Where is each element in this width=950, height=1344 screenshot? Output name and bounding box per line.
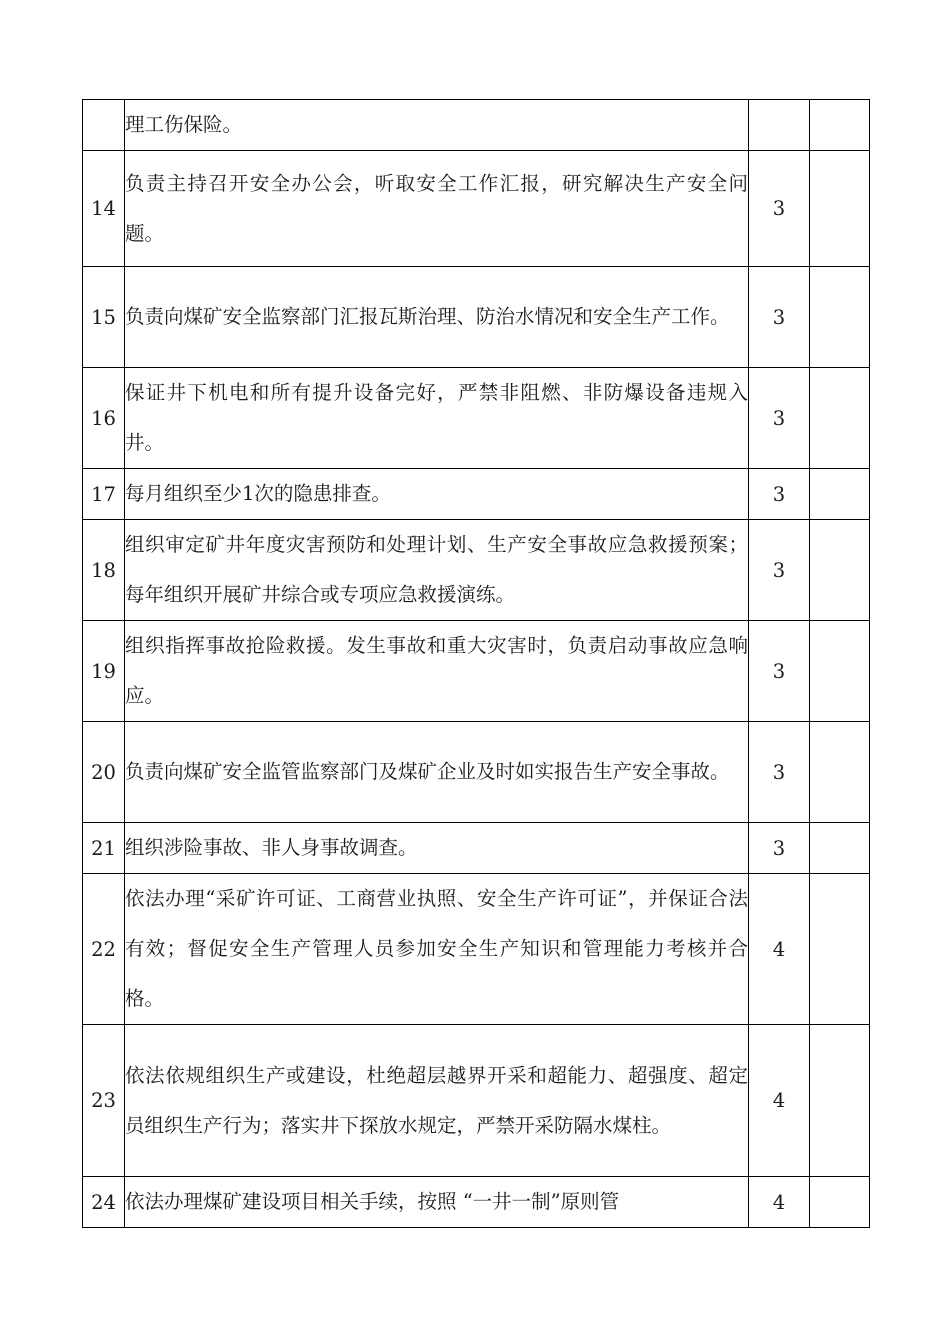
row-number: 24 <box>83 1177 125 1228</box>
row-number: 21 <box>83 823 125 874</box>
row-content: 依法办理煤矿建设项目相关手续，按照 “一井一制”原则管 <box>125 1177 749 1228</box>
row-number <box>83 100 125 151</box>
row-score: 3 <box>749 368 810 469</box>
row-content: 负责主持召开安全办公会，听取安全工作汇报，研究解决生产安全问题。 <box>125 151 749 267</box>
table-row <box>83 1177 870 1228</box>
row-remark <box>810 722 870 823</box>
row-content: 理工伤保险。 <box>125 100 749 151</box>
row-content: 组织涉险事故、非人身事故调查。 <box>125 823 749 874</box>
row-remark <box>810 469 870 520</box>
row-score: 3 <box>749 823 810 874</box>
row-content: 负责向煤矿安全监察部门汇报瓦斯治理、防治水情况和安全生产工作。 <box>125 267 749 368</box>
row-score: 4 <box>749 1025 810 1177</box>
row-remark <box>810 100 870 151</box>
row-number: 16 <box>83 368 125 469</box>
row-score <box>749 100 810 151</box>
responsibility-table <box>82 99 870 1228</box>
row-number: 17 <box>83 469 125 520</box>
row-number: 20 <box>83 722 125 823</box>
row-content: 依法办理“采矿许可证、工商营业执照、安全生产许可证”，并保证合法有效；督促安全生产管理人员参加安全生产知识和管理能力考核并合格。 <box>125 874 749 1025</box>
row-score: 3 <box>749 722 810 823</box>
row-content: 负责向煤矿安全监管监察部门及煤矿企业及时如实报告生产安全事故。 <box>125 722 749 823</box>
row-content: 依法依规组织生产或建设，杜绝超层越界开采和超能力、超强度、超定员组织生产行为；落实井下探放水规定，严禁开采防隔水煤柱。 <box>125 1025 749 1177</box>
table-row <box>83 1025 870 1177</box>
row-score: 3 <box>749 520 810 621</box>
row-remark <box>810 267 870 368</box>
row-content: 每月组织至少1次的隐患排查。 <box>125 469 749 520</box>
table-row <box>83 469 870 520</box>
table-row <box>83 368 870 469</box>
row-score: 3 <box>749 267 810 368</box>
row-score: 4 <box>749 874 810 1025</box>
row-content: 保证井下机电和所有提升设备完好，严禁非阻燃、非防爆设备违规入井。 <box>125 368 749 469</box>
row-remark <box>810 621 870 722</box>
row-number: 22 <box>83 874 125 1025</box>
table-row <box>83 722 870 823</box>
table-row <box>83 267 870 368</box>
row-remark <box>810 823 870 874</box>
table-row <box>83 520 870 621</box>
row-number: 23 <box>83 1025 125 1177</box>
row-score: 3 <box>749 621 810 722</box>
table-row <box>83 151 870 267</box>
row-remark <box>810 520 870 621</box>
row-score: 3 <box>749 151 810 267</box>
row-score: 4 <box>749 1177 810 1228</box>
table-row <box>83 874 870 1025</box>
row-remark <box>810 874 870 1025</box>
row-remark <box>810 368 870 469</box>
table-row <box>83 100 870 151</box>
row-remark <box>810 1025 870 1177</box>
row-remark <box>810 1177 870 1228</box>
row-content: 组织审定矿井年度灾害预防和处理计划、生产安全事故应急救援预案；每年组织开展矿井综合或专项应急救援演练。 <box>125 520 749 621</box>
row-remark <box>810 151 870 267</box>
row-number: 18 <box>83 520 125 621</box>
row-number: 19 <box>83 621 125 722</box>
row-score: 3 <box>749 469 810 520</box>
table-row <box>83 621 870 722</box>
table-row <box>83 823 870 874</box>
row-content: 组织指挥事故抢险救援。发生事故和重大灾害时，负责启动事故应急响应。 <box>125 621 749 722</box>
row-number: 15 <box>83 267 125 368</box>
row-number: 14 <box>83 151 125 267</box>
